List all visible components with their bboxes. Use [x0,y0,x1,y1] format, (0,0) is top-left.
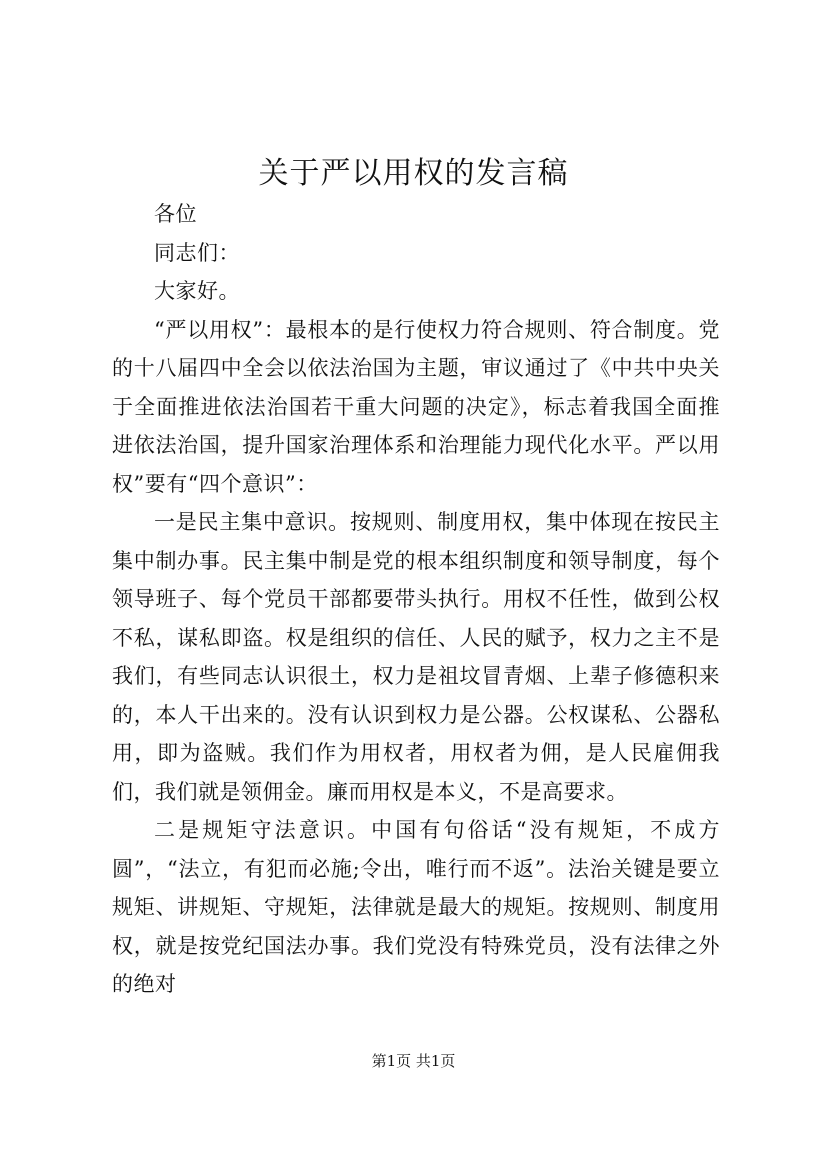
salutation-line: 同志们： [154,240,240,265]
salutation-line: 各位 [154,202,197,226]
document-body [112,195,720,1004]
body-paragraph: “严以用权”：最根本的是行使权力符合规则、符合制度。党的十八届四中全会以依法治国为主题，审议通过了《中共中央关于全面推进依法治国若干重大问题的决定》，标志着我国全面推进依法治国，提升国家治理体系和治理能力现代化水平。严以用权”要有“四个意识”： [112,317,720,496]
greeting-line: 大家好。 [154,279,240,303]
body-paragraph: 二是规矩守法意识。中国有句俗话“没有规矩，不成方圆”，“法立，有犯而必施;令出，唯行而不返”。法治关键是要立规矩、讲规矩、守规矩，法律就是最大的规矩。按规则、制度用权，就是按党纪国法办事。我们党没有特殊党员，没有法律之外的绝对 [112,818,720,996]
page-number-footer: 第1页 共1页 [371,1052,456,1070]
body-paragraph: 一是民主集中意识。按规则、制度用权，集中体现在按民主集中制办事。民主集中制是党的根本组织制度和领导制度，每个领导班子、每个党员干部都要带头执行。用权不任性，做到公权不私，谋私即盗。权是组织的信任、人民的赋予，权力之主不是我们，有些同志认识很土，权力是祖坟冒青烟、上辈子修德积来的，本人干出来的。没有认识到权力是公器。公权谋私、公器私用，即为盗贼。我们作为用权者，用权者为佣，是人民雇佣我们，我们就是领佣金。廉而用权是本义，不是高要求。 [112,510,720,804]
document-title: 关于严以用权的发言稿 [258,156,569,191]
